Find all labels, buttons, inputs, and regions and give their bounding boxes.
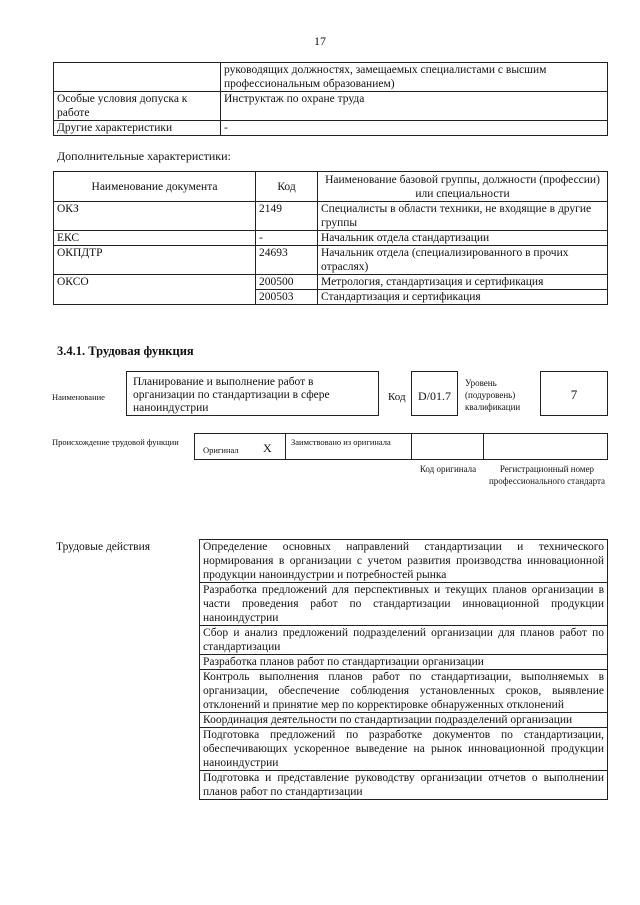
table-row [54, 92, 608, 121]
cell-code: 2149 [256, 202, 318, 231]
action-item: Разработка планов работ по стандартизации организации [200, 655, 608, 670]
code-value: D/01.7 [418, 389, 451, 403]
code-box [411, 371, 458, 416]
cell-document: ЕКС [54, 231, 256, 246]
level-box [540, 371, 608, 416]
table-cell-label [54, 63, 221, 92]
section-title: 3.4.1. Трудовая функция [57, 344, 194, 358]
header-name: Наименование базовой группы, должности (профессии) или специальности [318, 172, 608, 202]
original-mark: X [263, 441, 272, 455]
code-label: Код [388, 391, 406, 403]
table-row [53, 540, 608, 583]
table-row [54, 231, 608, 246]
table-cell-value: - [221, 121, 608, 136]
borrowed-label: Заимствовано из оригинала [291, 437, 391, 447]
cell-name: Стандартизация и сертификация [318, 290, 608, 305]
header-code: Код [256, 172, 318, 202]
cell-code: - [256, 231, 318, 246]
cell-code: 24693 [256, 246, 318, 275]
table-row [54, 121, 608, 136]
reg-caption: Регистрационный номер профессионального стандарта [488, 464, 606, 486]
cell-document: ОКЗ [54, 202, 256, 231]
action-item: Сбор и анализ предложений подразделений организации для планов работ по стандартизации [200, 626, 608, 655]
action-item: Координация деятельности по стандартизации подразделений организации [200, 713, 608, 728]
table-header-row [54, 172, 608, 202]
actions-label: Трудовые действия [53, 540, 200, 800]
action-item: Подготовка и представление руководству организации отчетов о выполнении планов работ по стандартизации [200, 771, 608, 800]
table-row [54, 275, 608, 290]
additional-heading: Дополнительные характеристики: [57, 149, 231, 163]
table-cell-label: Другие характеристики [54, 121, 221, 136]
action-item: Контроль выполнения планов работ по стандартизации, выполняемых в организации, обеспечение соблюдения установленных сроков, выявление отклонений и принятие мер по корректировке обнаруженных отклонений [200, 670, 608, 713]
cell-name: Специалисты в области техники, не входящие в другие группы [318, 202, 608, 231]
origin-original-cell [194, 433, 286, 460]
cell-name: Начальник отдела (специализированного в прочих отраслях) [318, 246, 608, 275]
level-value: 7 [570, 387, 578, 402]
code-caption: Код оригинала [419, 464, 477, 474]
origin-reg-cell [483, 433, 608, 460]
cell-name: Начальник отдела стандартизации [318, 231, 608, 246]
cell-code: 200503 [256, 290, 318, 305]
cell-document: ОКСО [54, 275, 256, 305]
action-item: Определение основных направлений стандартизации и технического нормирования в организации с учетом развития производства инновационной продукции наноиндустрии и потребностей рынка [200, 540, 608, 583]
function-name-box [126, 371, 379, 416]
actions-table [53, 539, 608, 800]
level-label: Уровень (подуровень) квалификации [465, 378, 521, 412]
cell-code: 200500 [256, 275, 318, 290]
characteristics-table [53, 171, 608, 305]
table-row [54, 202, 608, 231]
page-number: 17 [314, 34, 326, 48]
action-item: Разработка предложений для перспективных и текущих планов организации в части проведения работ по стандартизации инновационной продукции наноиндустрии [200, 583, 608, 626]
original-label: Оригинал [203, 445, 239, 455]
origin-code-cell [411, 433, 484, 460]
table-cell-value: руководящих должностях, замещаемых специалистами с высшим профессиональным образованием) [221, 63, 608, 92]
function-name-value: Планирование и выполнение работ в организации по стандартизации в сфере наноиндустрии [133, 376, 330, 414]
name-label: Наименование [52, 392, 105, 402]
origin-label: Происхождение трудовой функции [52, 437, 179, 447]
table-row [54, 63, 608, 92]
table-row [54, 246, 608, 275]
origin-borrowed-cell [285, 433, 412, 460]
cell-document: ОКПДТР [54, 246, 256, 275]
table-cell-value: Инструктаж по охране труда [221, 92, 608, 121]
top-table [53, 62, 608, 136]
header-document: Наименование документа [54, 172, 256, 202]
table-cell-label: Особые условия допуска к работе [54, 92, 221, 121]
action-item: Подготовка предложений по разработке документов по стандартизации, обеспечивающих ускоренное выведение на рынок инновационной продукции наноиндустрии [200, 728, 608, 771]
cell-name: Метрология, стандартизация и сертификация [318, 275, 608, 290]
